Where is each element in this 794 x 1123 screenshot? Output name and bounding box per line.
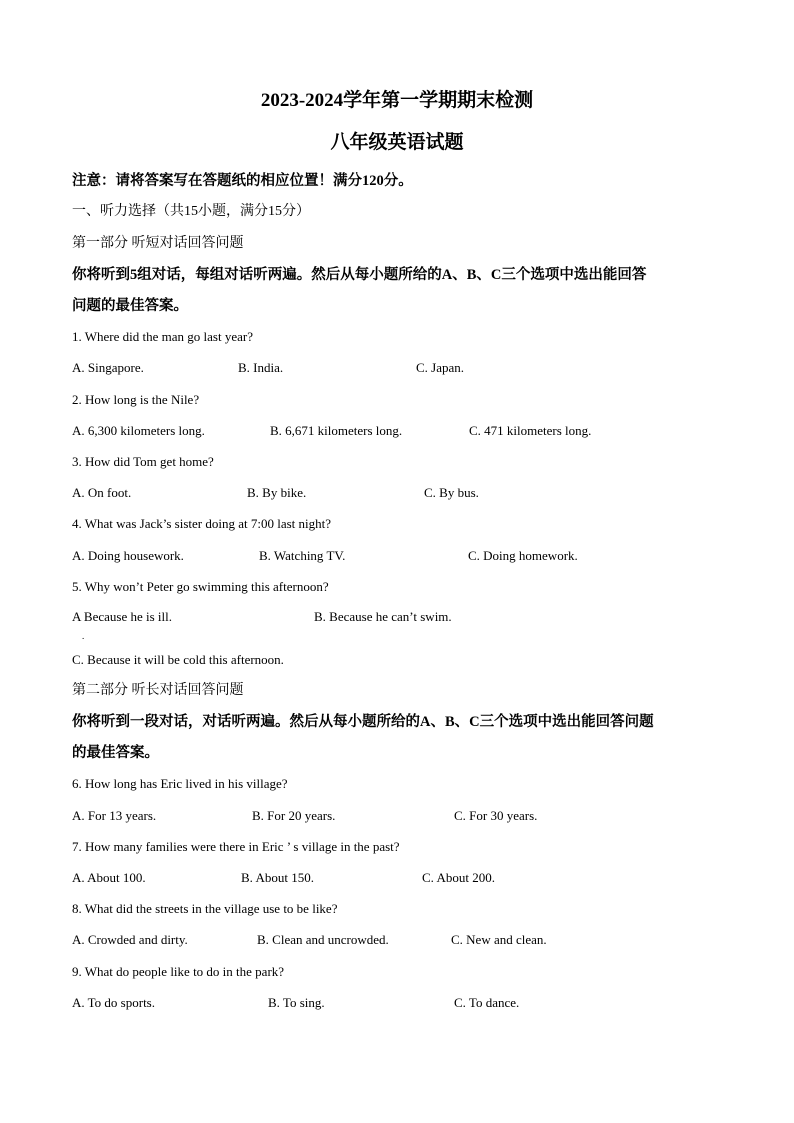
part1-instruction-line2: 问题的最佳答案。 <box>72 298 188 314</box>
q6-option-c: C. For 30 years. <box>454 808 538 823</box>
question-1: 1. Where did the man go last year? <box>72 329 253 344</box>
q7-option-a: A. About 100. <box>72 870 146 885</box>
q1-option-a: A. Singapore. <box>72 360 144 375</box>
part2-instruction-line2: 的最佳答案。 <box>72 745 159 761</box>
part1-instruction-line1: 你将听到5组对话，每组对话听两遍。然后从每小题所给的A、B、C三个选项中选出能回答 <box>72 267 647 283</box>
q4-option-b: B. Watching TV. <box>259 548 346 563</box>
question-3: 3. How did Tom get home? <box>72 454 214 469</box>
q9-option-c: C. To dance. <box>454 995 520 1010</box>
q8-option-b: B. Clean and uncrowded. <box>257 932 389 947</box>
q9-option-a: A. To do sports. <box>72 995 155 1010</box>
question-9: 9. What do people like to do in the park? <box>72 964 285 979</box>
question-2: 2. How long is the Nile? <box>72 392 200 407</box>
question-6: 6. How long has Eric lived in his village? <box>72 776 288 791</box>
q1-option-b: B. India. <box>238 360 284 375</box>
q3-option-a: A. On foot. <box>72 485 132 500</box>
q5-option-a: A Because he is ill. <box>72 609 173 624</box>
notice: 注意：请将答案写在答题纸的相应位置！满分120分。 <box>72 173 413 189</box>
section-listening-title: 一、听力选择（共15小题，满分15分） <box>72 204 310 219</box>
exam-subtitle: 八年级英语试题 <box>330 132 464 153</box>
q3-option-c: C. By bus. <box>424 485 479 500</box>
question-7: 7. How many families were there in Eric ’ s village in the past? <box>72 839 400 854</box>
q9-option-b: B. To sing. <box>268 995 325 1010</box>
part1-title: 第一部分 听短对话回答问题 <box>72 236 244 251</box>
q8-option-c: C. New and clean. <box>451 932 547 947</box>
q6-option-a: A. For 13 years. <box>72 808 157 823</box>
q5-option-b: B. Because he can’t swim. <box>314 609 452 624</box>
q2-option-a: A. 6,300 kilometers long. <box>72 423 205 438</box>
q4-option-a: A. Doing housework. <box>72 548 184 563</box>
part2-title: 第二部分 听长对话回答问题 <box>72 683 244 698</box>
question-8: 8. What did the streets in the village use to be like? <box>72 901 338 916</box>
q6-option-b: B. For 20 years. <box>252 808 336 823</box>
q4-option-c: C. Doing homework. <box>468 548 578 563</box>
q2-option-c: C. 471 kilometers long. <box>469 423 592 438</box>
q1-option-c: C. Japan. <box>416 360 465 375</box>
question-4: 4. What was Jack’s sister doing at 7:00 last night? <box>72 516 331 531</box>
q3-option-b: B. By bike. <box>247 485 307 500</box>
exam-title: 2023-2024学年第一学期期末检测 <box>260 90 534 111</box>
q7-option-c: C. About 200. <box>422 870 495 885</box>
q2-option-b: B. 6,671 kilometers long. <box>270 423 403 438</box>
q7-option-b: B. About 150. <box>241 870 314 885</box>
part2-instruction-line1: 你将听到一段对话，对话听两遍。然后从每小题所给的A、B、C三个选项中选出能回答问题 <box>72 714 654 730</box>
q8-option-a: A. Crowded and dirty. <box>72 932 188 947</box>
q5-option-c: C. Because it will be cold this afternoon. <box>72 652 284 667</box>
question-5: 5. Why won’t Peter go swimming this afternoon? <box>72 579 329 594</box>
stray-dot: . <box>82 631 85 641</box>
